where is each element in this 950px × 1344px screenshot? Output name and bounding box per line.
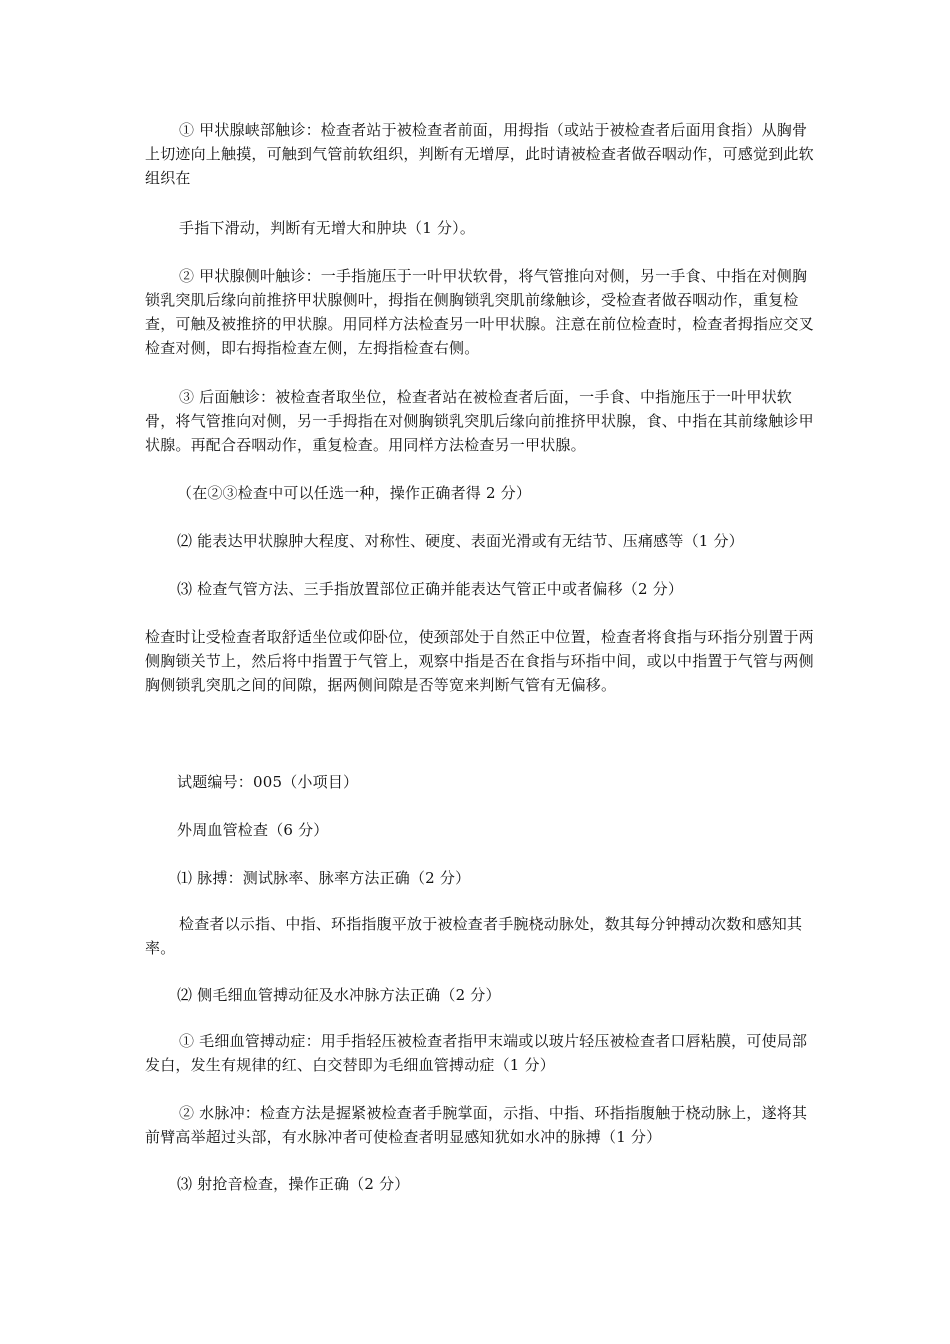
scoring-note: （在②③检查中可以任选一种，操作正确者得 2 分） [177, 484, 532, 502]
pulse-point: ⑴ 脉搏：测试脉率、脉率方法正确（2 分） [177, 869, 471, 887]
question-number: 试题编号：005（小项目） [177, 773, 359, 791]
thyroid-isthmus-palpation: ① 甲状腺峡部触诊：检查者站于被检查者前面，用拇指（或站于被检查者后面用食指）从胸骨上切迹向上触摸，可触到气管前软组织，判断有无增厚，此时请被检查者做吞咽动作，可感觉到此软组织在 [145, 121, 814, 187]
water-hammer-description: ② 水脉冲：检查方法是握紧被检查者手腕掌面，示指、中指、环指指腹触于桡动脉上，遂将其前臂高举超过头部，有水脉冲者可使检查者明显感知犹如水冲的脉搏（1 分） [145, 1104, 808, 1146]
thyroid-isthmus-continuation: 手指下滑动，判断有无增大和肿块（1 分）。 [179, 219, 476, 237]
question-title: 外周血管检查（6 分） [177, 821, 329, 839]
capillary-pulsation-description: ① 毛细血管搏动症：用手指轻压被检查者指甲末端或以玻片轻压被检查者口唇粘膜，可使局部发白，发生有规律的红、白交替即为毛细血管搏动症（1 分） [145, 1032, 808, 1074]
trachea-method-point: ⑶ 检查气管方法、三手指放置部位正确并能表达气管正中或者偏移（2 分） [177, 580, 684, 598]
thyroid-lobe-palpation: ② 甲状腺侧叶触诊：一手指施压于一叶甲状软骨，将气管推向对侧，另一手食、中指在对侧胸锁乳突肌后缘向前推挤甲状腺侧叶，拇指在侧胸锁乳突肌前缘触诊，受检查者做吞咽动作，重复检查，可触及被推挤的甲状腺。用同样方法检查另一叶甲状腺。注意在前位检查时，检查者拇指应交叉检查对侧，即右拇指检查左侧，左拇指检查右侧。 [145, 267, 814, 357]
pulse-description: 检查者以示指、中指、环指指腹平放于被检查者手腕桡动脉处，数其每分钟搏动次数和感知其率。 [145, 915, 803, 957]
pistol-shot-point: ⑶ 射抢音检查，操作正确（2 分） [177, 1175, 410, 1193]
capillary-water-hammer-point: ⑵ 侧毛细血管搏动征及水冲脉方法正确（2 分） [177, 986, 501, 1004]
thyroid-description-point: ⑵ 能表达甲状腺肿大程度、对称性、硬度、表面光滑或有无结节、压痛感等（1 分） [177, 532, 744, 550]
trachea-exam-description: 检查时让受检查者取舒适坐位或仰卧位，使颈部处于自然正中位置，检查者将食指与环指分别置于两侧胸锁关节上，然后将中指置于气管上，观察中指是否在食指与环指中间，或以中指置于气管与两侧胸侧锁乳突肌之间的间隙，据两侧间隙是否等宽来判断气管有无偏移。 [145, 628, 814, 694]
posterior-palpation: ③ 后面触诊：被检查者取坐位，检查者站在被检查者后面，一手食、中指施压于一叶甲状软骨，将气管推向对侧，另一手拇指在对侧胸锁乳突肌后缘向前推挤甲状腺，食、中指在其前缘触诊甲状腺。再配合吞咽动作，重复检查。用同样方法检查另一甲状腺。 [145, 388, 814, 454]
